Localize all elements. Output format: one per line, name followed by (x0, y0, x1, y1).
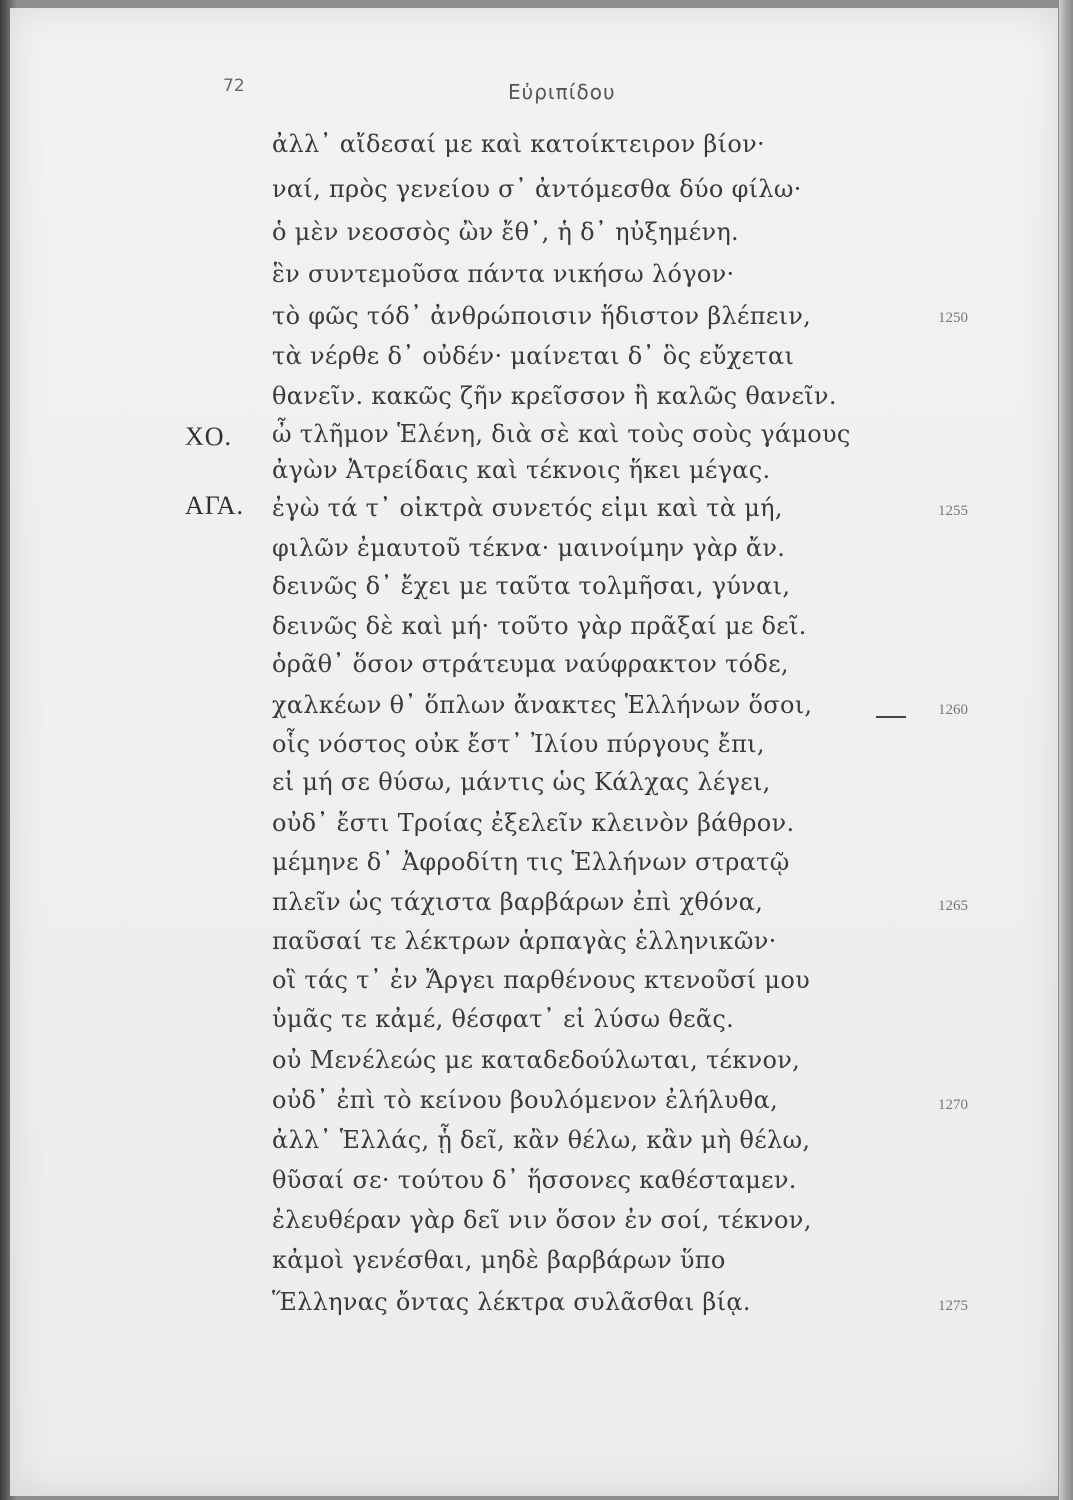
line-number-1255: 1255 (938, 503, 968, 519)
line-number-1260: 1260 (938, 702, 968, 718)
verse-line: θῦσαί σε· τούτου δ᾽ ἥσσονες καθέσταμεν. (272, 1166, 797, 1194)
verse-line: εἰ μή σε θύσω, μάντις ὡς Κάλχας λέγει, (272, 768, 771, 796)
verse-line: δεινῶς δ᾽ ἔχει με ταῦτα τολμῆσαι, γύναι, (272, 572, 791, 600)
running-head: Εὐριπίδου (508, 80, 616, 104)
verse-line: ὁρᾶθ᾽ ὅσον στράτευμα ναύφρακτον τόδε, (272, 650, 789, 678)
verse-line: οἳ τάς τ᾽ ἐν Ἄργει παρθένους κτενοῦσί μου (272, 966, 810, 994)
line-number-1275: 1275 (938, 1298, 968, 1314)
verse-line: οἷς νόστος οὐκ ἔστ᾽ Ἰλίου πύργους ἔπι, (272, 730, 765, 758)
verse-line: Ἕλληνας ὄντας λέκτρα συλᾶσθαι βίᾳ. (272, 1288, 751, 1316)
verse-line: ἓν συντεμοῦσα πάντα νικήσω λόγον· (272, 260, 735, 288)
verse-line: φιλῶν ἐμαυτοῦ τέκνα· μαινοίμην γὰρ ἄν. (272, 534, 786, 562)
verse-line: οὐδ᾽ ἐπὶ τὸ κείνου βουλόμενον ἐλήλυθα, (272, 1086, 779, 1114)
line-number-1270: 1270 (938, 1097, 968, 1113)
verse-line: μέμηνε δ᾽ Ἀφροδίτη τις Ἑλλήνων στρατῷ (272, 848, 790, 876)
verse-line: ἀλλ᾽ αἴδεσαί με καὶ κατοίκτειρον βίον· (272, 130, 765, 158)
line-number-1265: 1265 (938, 898, 968, 914)
verse-line: οὐδ᾽ ἔστι Τροίας ἐξελεῖν κλεινὸν βάθρον. (272, 809, 795, 837)
page-edge (1059, 0, 1073, 1500)
verse-line: παῦσαί τε λέκτρων ἁρπαγὰς ἑλληνικῶν· (272, 927, 777, 955)
verse-line: ὑμᾶς τε κἀμέ, θέσφατ᾽ εἰ λύσω θεᾶς. (272, 1005, 734, 1033)
line-number-1250: 1250 (938, 310, 968, 326)
verse-line: ἀλλ᾽ Ἑλλάς, ᾗ δεῖ, κἂν θέλω, κἂν μὴ θέλω, (272, 1126, 811, 1154)
verse-line: θανεῖν. κακῶς ζῆν κρεῖσσον ἢ καλῶς θανεῖν. (272, 382, 837, 410)
verse-line: οὐ Μενέλεώς με καταδεδούλωται, τέκνον, (272, 1046, 801, 1074)
margin-dash (876, 716, 906, 718)
speaker-chorus: ΧΟ. (185, 422, 233, 451)
verse-line: δεινῶς δὲ καὶ μή· τοῦτο γὰρ πρᾶξαί με δεῖ. (272, 612, 807, 640)
verse-line: ὁ μὲν νεοσσὸς ὢν ἔθ᾽, ἡ δ᾽ ηὐξημένη. (272, 218, 739, 246)
page-number: 72 (223, 76, 245, 96)
verse-line: ναί, πρὸς γενείου σ᾽ ἀντόμεσθα δύο φίλω· (272, 175, 802, 203)
verse-line: ἐλευθέραν γὰρ δεῖ νιν ὅσον ἐν σοί, τέκνον, (272, 1206, 812, 1234)
verse-line: τὰ νέρθε δ᾽ οὐδέν· μαίνεται δ᾽ ὃς εὔχεται (272, 342, 795, 370)
speaker-agamemnon: ΑΓΑ. (185, 491, 245, 520)
verse-line: τὸ φῶς τόδ᾽ ἀνθρώποισιν ἥδιστον βλέπειν, (272, 302, 812, 330)
verse-line: πλεῖν ὡς τάχιστα βαρβάρων ἐπὶ χθόνα, (272, 888, 764, 916)
verse-line: ἐγὼ τά τ᾽ οἰκτρὰ συνετός εἰμι καὶ τὰ μή, (272, 494, 783, 522)
verse-line: ἀγὼν Ἀτρείδαις καὶ τέκνοις ἥκει μέγας. (272, 456, 771, 484)
verse-line: ὦ τλῆμον Ἑλένη, διὰ σὲ καὶ τοὺς σοὺς γάμους (272, 420, 851, 448)
verse-line: χαλκέων θ᾽ ὅπλων ἄνακτες Ἑλλήνων ὅσοι, (272, 691, 813, 719)
verse-line: κἀμοὶ γενέσθαι, μηδὲ βαρβάρων ὕπο (272, 1246, 726, 1274)
